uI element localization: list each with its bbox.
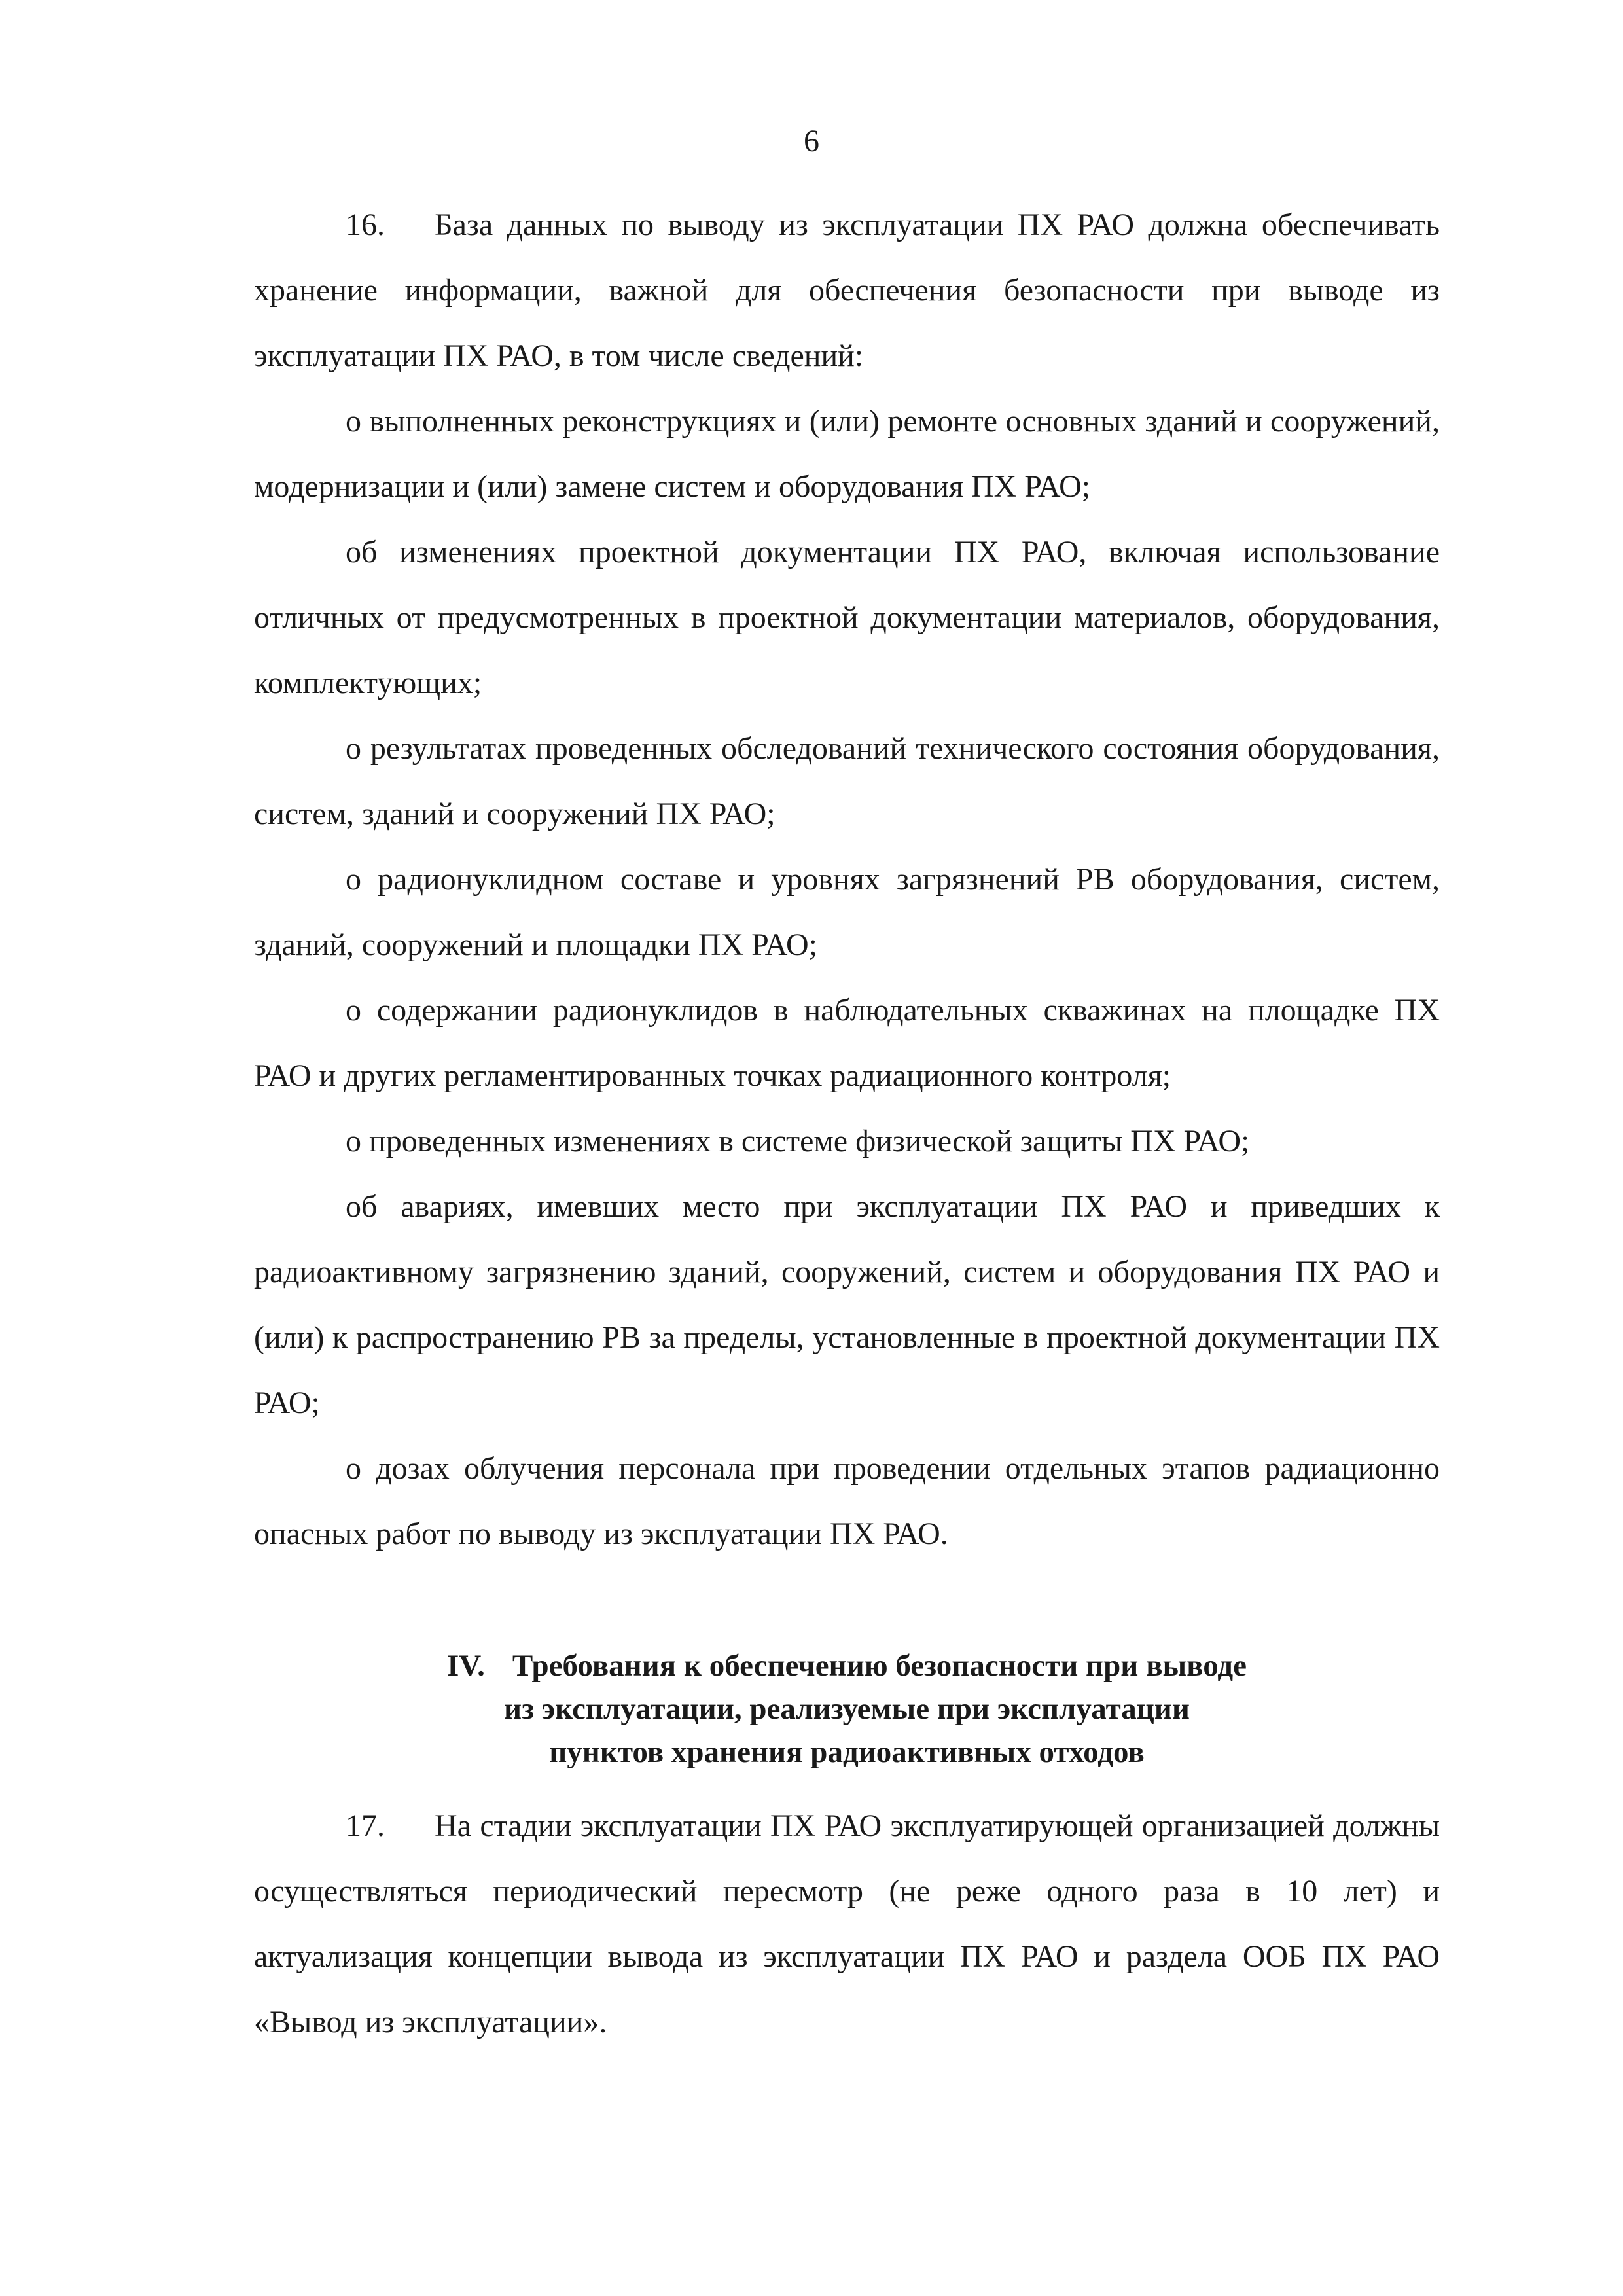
paragraph-16 [254, 192, 1440, 389]
list-item: о результатах проведенных обследований технического состояния оборудования, систем, зданий и сооружений ПХ РАО; [254, 731, 1440, 831]
list-item: о радионуклидном составе и уровнях загрязнений РВ оборудования, систем, зданий, сооружений и площадки ПХ РАО; [254, 862, 1440, 962]
list-item: об изменениях проектной документации ПХ РАО, включая использование отличных от предусмотренных в проектной документации материалов, оборудования, комплектующих; [254, 535, 1440, 700]
paragraph-number: 17. [346, 1808, 385, 1843]
section-title-line-2: из эксплуатации, реализуемые при эксплуатации [504, 1692, 1190, 1726]
section-title-line-3: пунктов хранения радиоактивных отходов [549, 1735, 1145, 1769]
section-title-line-1: IV. Требования к обеспечению безопасности при выводе [254, 1644, 1440, 1687]
paragraph-text: База данных по выводу из эксплуатации ПХ РАО должна обеспечивать хранение информации, важной для обеспечения безопасности при выводе из эксплуатации ПХ РАО, в том числе сведений: [254, 207, 1440, 373]
paragraph-17 [254, 1793, 1440, 2055]
list-item: о дозах облучения персонала при проведении отдельных этапов радиационно опасных работ по выводу из эксплуатации ПХ РАО. [254, 1451, 1440, 1551]
paragraph-number: 16. [346, 207, 385, 242]
list-item: о проведенных изменениях в системе физической защиты ПХ РАО; [346, 1124, 1250, 1158]
list-item: о выполненных реконструкциях и (или) ремонте основных зданий и сооружений, модернизации и (или) замене систем и оборудования ПХ РАО; [254, 404, 1440, 504]
paragraph-text: На стадии эксплуатации ПХ РАО эксплуатирующей организацией должны осуществляться периодический пересмотр (не реже одного раза в 10 лет) и актуализация концепции вывода из эксплуатации ПХ РАО и раздела ООБ ПХ РАО «Вывод из эксплуатации». [254, 1808, 1440, 2039]
page-number: 6 [804, 124, 819, 158]
section-number: IV. [446, 1649, 485, 1683]
list-item: о содержании радионуклидов в наблюдательных скважинах на площадке ПХ РАО и других регламентированных точках радиационного контроля; [254, 993, 1440, 1093]
document-body [254, 192, 1440, 2055]
section-heading [254, 1644, 1440, 1774]
list-item: об авариях, имевших место при эксплуатации ПХ РАО и приведших к радиоактивному загрязнению зданий, сооружений, систем и оборудования ПХ РАО и (или) к распространению РВ за пределы, установленные в проектной документации ПХ РАО; [254, 1189, 1440, 1420]
